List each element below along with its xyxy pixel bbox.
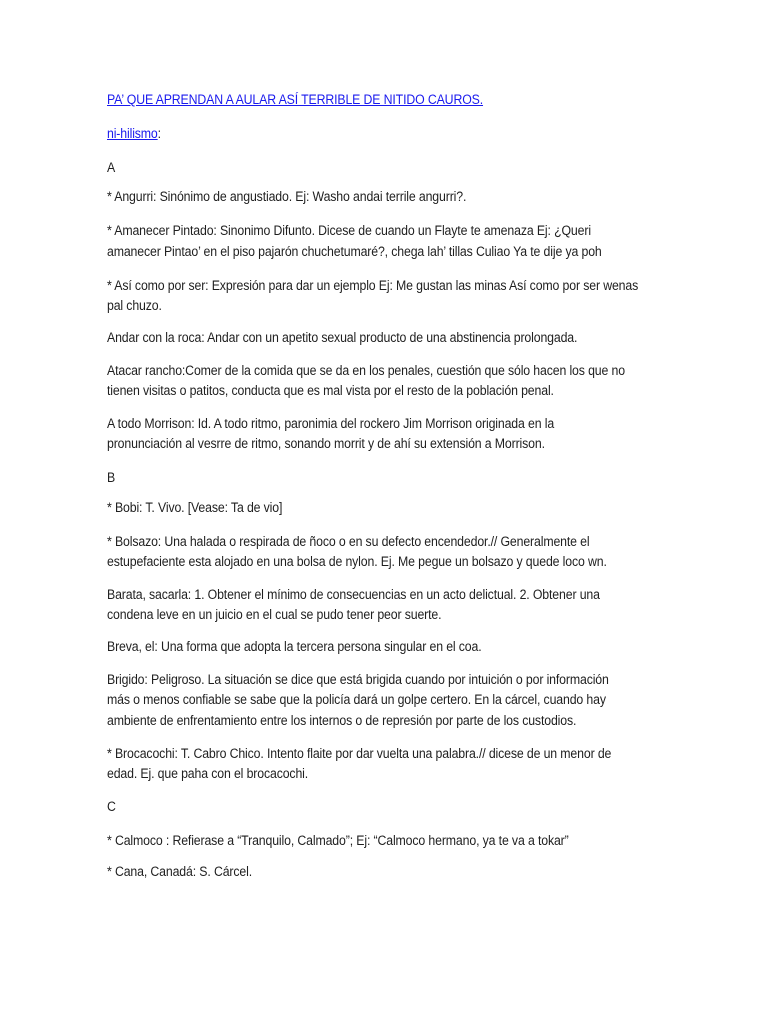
author-suffix: : <box>157 126 161 141</box>
author-link[interactable]: ni-hilismo <box>107 126 158 141</box>
entry-line: pronunciación al vesrre de ritmo, sonando morrit y de ahí su extensión a Morrison. <box>107 436 545 451</box>
entry-line: más o menos confiable se sabe que la policía dará un golpe certero. En la cárcel, cuando hay <box>107 692 606 707</box>
entry-line: Atacar rancho:Comer de la comida que se da en los penales, cuestión que sólo hacen los que no <box>107 363 625 378</box>
entry-line: * Angurri: Sinónimo de angustiado. Ej: Washo andai terrile angurri?. <box>107 189 467 204</box>
entry-line: Brigido: Peligroso. La situación se dice que está brigida cuando por intuición o por información <box>107 672 609 687</box>
entry-line: amanecer Pintao’ en el piso pajarón chuchetumaré?, chega lah’ tillas Culiao Ya te dije ya poh <box>107 244 602 259</box>
entry-line: A todo Morrison: Id. A todo ritmo, paronimia del rockero Jim Morrison originada en la <box>107 416 555 431</box>
entry-line: * Así como por ser: Expresión para dar un ejemplo Ej: Me gustan las minas Así como por ser wenas <box>107 278 639 293</box>
section-letter-a: A <box>107 160 116 175</box>
entry-line: Barata, sacarla: 1. Obtener el mínimo de consecuencias en un acto delictual. 2. Obtener una <box>107 587 600 602</box>
entry-line: tienen visitas o patitos, conducta que es mal vista por el resto de la población penal. <box>107 383 554 398</box>
section-letter-b: B <box>107 470 116 485</box>
entry-line: Andar con la roca: Andar con un apetito sexual producto de una abstinencia prolongada. <box>107 330 578 345</box>
section-letter-c: C <box>107 799 116 814</box>
entry-line: * Bolsazo: Una halada o respirada de ñoco o en su defecto encendedor.// Generalmente el <box>107 534 590 549</box>
entry-line: edad. Ej. que paha con el brocacochi. <box>107 766 309 781</box>
entry-line: estupefaciente esta alojado en una bolsa de nylon. Ej. Me pegue un bolsazo y quede loco wn. <box>107 554 607 569</box>
entry-line: * Brocacochi: T. Cabro Chico. Intento flaite por dar vuelta una palabra.// dicese de un menor de <box>107 746 612 761</box>
entry-line: * Amanecer Pintado: Sinonimo Difunto. Dicese de cuando un Flayte te amenaza Ej: ¿Queri <box>107 223 591 238</box>
entry-line: condena leve en un juicio en el cual se pudo tener peor suerte. <box>107 607 442 622</box>
entry-line: * Calmoco : Refierase a “Tranquilo, Calmado”; Ej: “Calmoco hermano, ya te va a tokar” <box>107 833 569 848</box>
entry-line: * Cana, Canadá: S. Cárcel. <box>107 864 253 879</box>
title-link-line <box>107 90 483 110</box>
entry-line: Breva, el: Una forma que adopta la tercera persona singular en el coa. <box>107 639 482 654</box>
entry-line: ambiente de enfrentamiento entre los internos o de represión por parte de los custodios. <box>107 713 577 728</box>
entry-line: pal chuzo. <box>107 298 162 313</box>
entry-line: * Bobi: T. Vivo. [Vease: Ta de vio] <box>107 500 283 515</box>
title-link[interactable]: PA’ QUE APRENDAN A AULAR ASÍ TERRIBLE DE NITIDO CAUROS. <box>107 92 484 107</box>
author-line <box>107 124 161 144</box>
